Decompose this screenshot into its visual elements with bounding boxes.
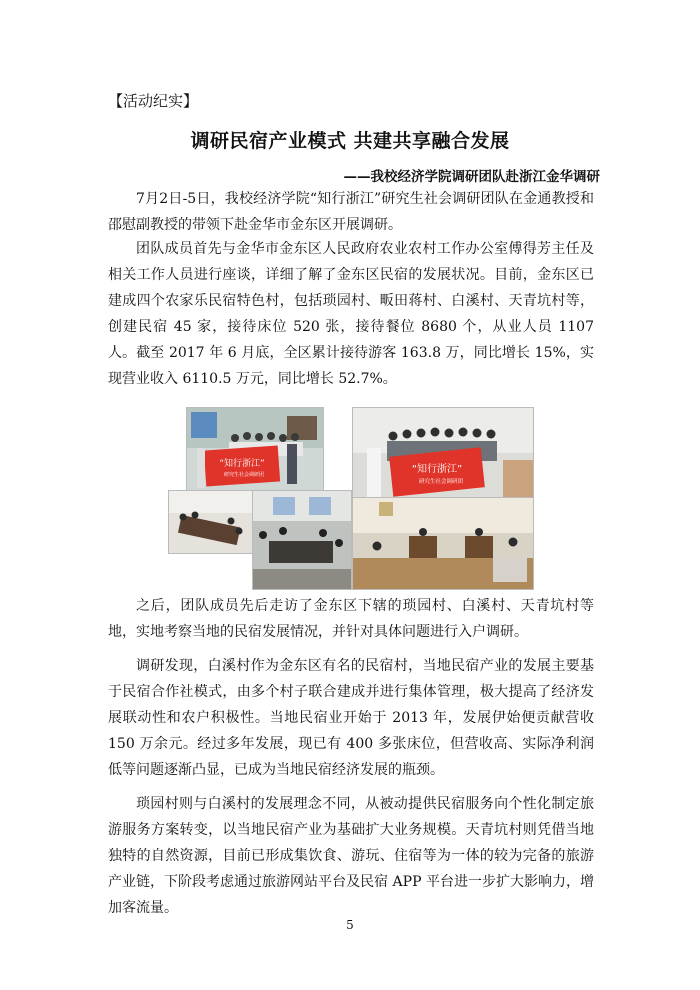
paragraph-visits: 之后，团队成员先后走访了金东区下辖的琐园村、白溪村、天青坑村等地，实地考察当地的民宿发展情况，并针对具体问题进行入户调研。 [108, 598, 594, 640]
banner-subtext-left: 研究生社会调研团 [223, 472, 265, 478]
article-title: 调研民宿产业模式 共建共享融合发展 [190, 130, 510, 152]
banner-text-left: “知行浙江” [219, 459, 265, 469]
group-photo-banner-left [186, 407, 324, 491]
meeting-photo-center [252, 490, 352, 590]
paragraph-meeting: 团队成员首先与金华市金东区人民政府农业农村工作办公室傅得芳主任及相关工作人员进行座谈，详细了解了金东区民宿的发展状况。目前，金东区已建成四个农家乐民宿特色村，包括琐园村、畈田蒋村、白溪村、天青坑村等，创建民宿 45 家，接待床位 520 张，接待餐位 8680 个，从业人员 1107 人。截至 2017 年 6 月底，全区累计接待游客 163.8 万，同比增长 15%，实现营业收入 6110.5 万元，同比增长 52.7%。 [108, 241, 594, 387]
banner-text-right: “知行浙江” [411, 464, 463, 475]
household-visit-photo [352, 497, 534, 590]
banner-subtext-right: 研究生社会调研团 [418, 479, 464, 485]
paragraph-intro: 7月2日-5日，我校经济学院“知行浙江”研究生社会调研团队在金通教授和邵慰副教授的带领下赴金华市金东区开展调研。 [108, 191, 594, 233]
page-number: 5 [346, 918, 354, 932]
meeting-photo-left [168, 490, 254, 554]
section-tag: 【活动纪实】 [108, 92, 199, 110]
paragraph-baixi: 调研发现，白溪村作为金东区有名的民宿村，当地民宿产业的发展主要基于民宿合作社模式，由多个村子联合建成并进行集体管理，极大提高了经济发展联动性和农户积极性。当地民宿业开始于 2013 年，发展伊始便贡献营收 150 万余元。经过多年发展，现已有 400 多张床位，但营收高、实际净利润低等问题逐渐凸显，已成为当地民宿经济发展的瓶颈。 [108, 658, 594, 778]
paragraph-suoyuan: 琐园村则与白溪村的发展理念不同，从被动提供民宿服务向个性化制定旅游服务方案转变，以当地民宿产业为基础扩大业务规模。天青坑村则凭借当地独特的自然资源，目前已形成集饮食、游玩、住宿等为一体的较为完备的旅游产业链，下阶段考虑通过旅游网站平台及民宿 APP 平台进一步扩大影响力，增加客流量。 [108, 796, 594, 916]
article-subtitle: ——我校经济学院调研团队赴浙江金华调研 [343, 169, 600, 185]
group-photo-banner-right [352, 407, 534, 499]
